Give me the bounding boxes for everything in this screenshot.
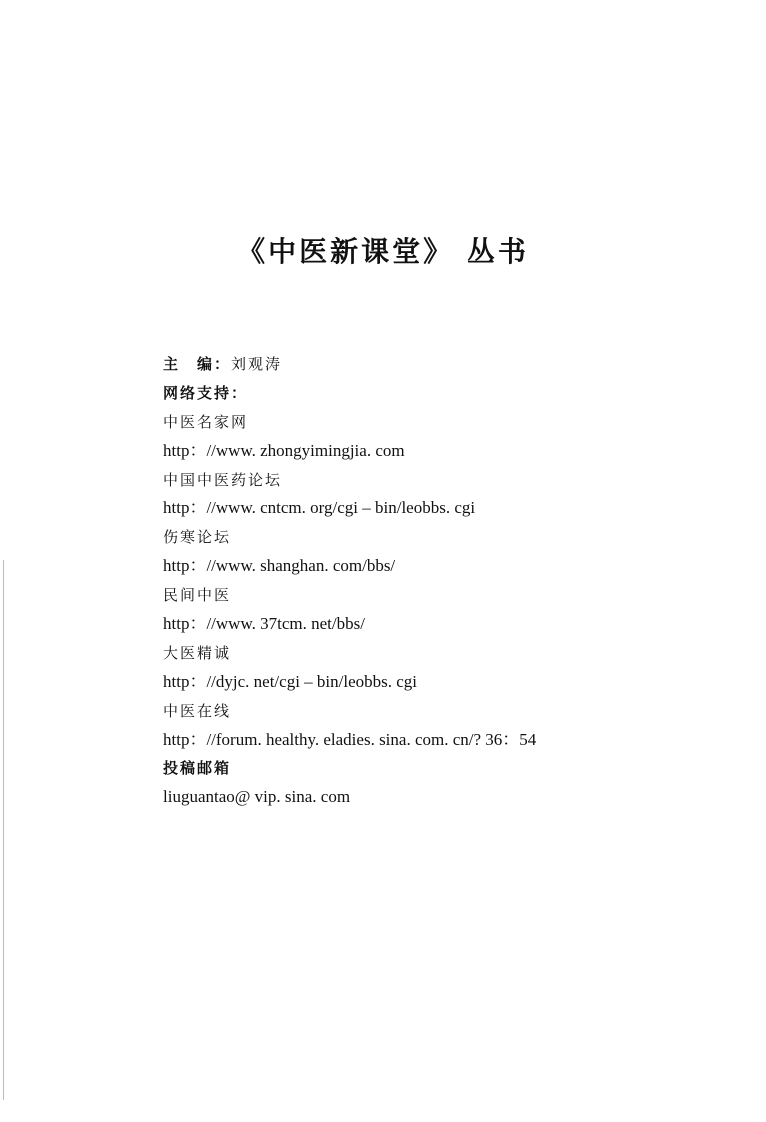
site-url[interactable]: http：//www. 37tcm. net/bbs/ bbox=[163, 614, 365, 634]
site-name: 伤寒论坛 bbox=[163, 528, 232, 547]
editor-name: 刘观涛 bbox=[231, 355, 283, 373]
site-url[interactable]: http：//forum. healthy. eladies. sina. com. cn/? 36：54 bbox=[163, 729, 537, 749]
submission-email[interactable]: liuguantao@ vip. sina. com bbox=[163, 787, 351, 807]
site-url[interactable]: http：//www. zhongyimingjia. com bbox=[163, 440, 405, 460]
site-url[interactable]: http：//www. cntcm. org/cgi – bin/leobbs. cgi bbox=[163, 498, 476, 518]
site-url[interactable]: http：//www. shanghan. com/bbs/ bbox=[163, 556, 396, 576]
editor-label: 主 编： bbox=[163, 355, 232, 373]
site-name: 中医名家网 bbox=[163, 412, 249, 431]
credits-block bbox=[163, 350, 536, 812]
site-name: 大医精诚 bbox=[163, 643, 232, 662]
site-name: 民间中医 bbox=[163, 586, 232, 605]
site-name: 中国中医药论坛 bbox=[163, 470, 283, 489]
submission-label: 投稿邮箱 bbox=[163, 759, 232, 778]
editor-line bbox=[163, 350, 536, 379]
scan-edge-line bbox=[3, 560, 4, 1100]
series-title: 《中医新课堂》 丛书 bbox=[237, 235, 529, 268]
site-url[interactable]: http：//dyjc. net/cgi – bin/leobbs. cgi bbox=[163, 671, 418, 691]
network-support-label: 网络支持： bbox=[163, 383, 249, 402]
site-name: 中医在线 bbox=[163, 701, 232, 720]
